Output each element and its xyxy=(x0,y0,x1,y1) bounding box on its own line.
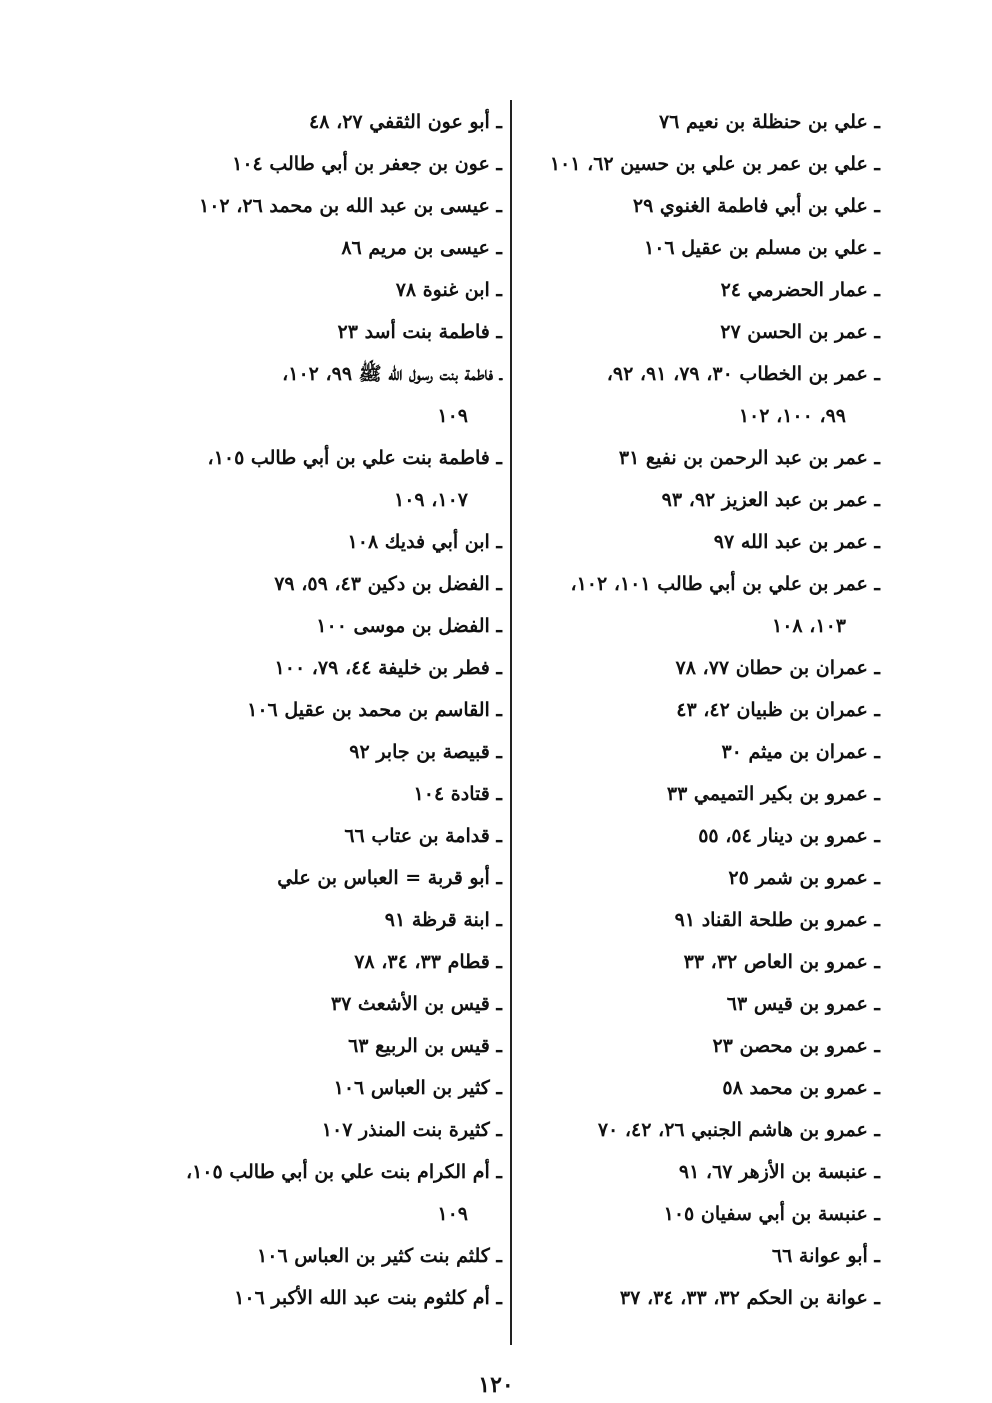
index-entry: ١٠٩ xyxy=(437,405,468,427)
index-entry: ـ قيس بن الربيع ٦٣ xyxy=(348,1035,502,1057)
index-entry: ـ قدامة بن عتاب ٦٦ xyxy=(344,825,502,847)
index-entry: ـ عمر بن عبد الله ٩٧ xyxy=(713,531,880,553)
page-number: ١٢٠ xyxy=(478,1372,514,1398)
index-entry: ـ ابن غنوة ٧٨ xyxy=(395,279,502,301)
index-entry: ١٠٧، ١٠٩ xyxy=(394,489,468,511)
index-entry: ـ كثير بن العباس ١٠٦ xyxy=(333,1077,502,1099)
index-entry: ـ عمار الحضرمي ٢٤ xyxy=(720,279,880,301)
index-entry: ـ عمرو بن محمد ٥٨ xyxy=(722,1077,880,1099)
index-entry: ٩٩، ١٠٠، ١٠٢ xyxy=(738,405,846,427)
index-entry: ـ عمر بن الخطاب ٣٠، ٧٩، ٩١، ٩٢، xyxy=(606,363,880,385)
index-entry: ـ عوانة بن الحكم ٣٢، ٣٣، ٣٤، ٣٧ xyxy=(619,1287,880,1309)
index-entry: ـ أبو عون الثقفي ٢٧، ٤٨ xyxy=(309,111,502,133)
index-entry: ـ عمران بن ظبيان ٤٢، ٤٣ xyxy=(676,699,880,721)
index-entry: ـ قيس بن الأشعث ٣٧ xyxy=(330,993,502,1015)
index-entry: ـ علي بن مسلم بن عقيل ١٠٦ xyxy=(644,237,880,259)
index-entry: ـ عمرو بن العاص ٣٢، ٣٣ xyxy=(683,951,880,973)
index-entry: ـ عمرو بن بكير التميمي ٣٣ xyxy=(666,783,880,805)
index-entry: ـ عمر بن عبد العزيز ٩٢، ٩٣ xyxy=(661,489,880,511)
index-entry: ـ علي بن أبي فاطمة الغنوي ٢٩ xyxy=(632,195,880,217)
index-entry: ـ كثيرة بنت المنذر ١٠٧ xyxy=(321,1119,502,1141)
index-entry: ـ علي بن حنظلة بن نعيم ٧٦ xyxy=(658,111,880,133)
index-entry: ـ عنبسة بن الأزهر ٦٧، ٩١ xyxy=(678,1161,880,1183)
index-entry: ـ أم الكرام بنت علي بن أبي طالب ١٠٥، xyxy=(185,1161,502,1183)
index-entry: ـ القاسم بن محمد بن عقيل ١٠٦ xyxy=(247,699,502,721)
index-entry: ـ عمرو بن طلحة القناد ٩١ xyxy=(674,909,880,931)
index-entry: ـ عون بن جعفر بن أبي طالب ١٠٤ xyxy=(232,153,502,175)
index-entry: ـ فاطمة بنت أسد ٢٣ xyxy=(337,321,502,343)
index-entry: ١٠٣، ١٠٨ xyxy=(772,615,846,637)
index-entry: ـ ابن أبي فديك ١٠٨ xyxy=(347,531,502,553)
index-entry: ـ الفضل بن دكين ٤٣، ٥٩، ٧٩ xyxy=(274,573,502,595)
index-entry: ـ الفضل بن موسى ١٠٠ xyxy=(316,615,502,637)
index-entry: ١٠٩ xyxy=(437,1203,468,1225)
index-entry: ـ عمرو بن دينار ٥٤، ٥٥ xyxy=(698,825,880,847)
index-entry: ـ عمرو بن قيس ٦٣ xyxy=(726,993,880,1015)
index-entry: ـ أبو عوانة ٦٦ xyxy=(771,1245,880,1267)
index-entry: ـ عمر بن الحسن ٢٧ xyxy=(720,321,880,343)
index-column-left xyxy=(132,108,502,1326)
index-entry: ـ عيسى بن عبد الله بن محمد ٢٦، ١٠٢ xyxy=(198,195,502,217)
index-entry: ـ كلثم بنت كثير بن العباس ١٠٦ xyxy=(257,1245,502,1267)
index-entry: ـ قبيصة بن جابر ٩٢ xyxy=(349,741,502,763)
index-entry: ـ قتادة ١٠٤ xyxy=(413,783,502,805)
index-entry: ـ عمر بن عبد الرحمن بن نفيع ٣١ xyxy=(618,447,880,469)
index-entry: ـ أم كلثوم بنت عبد الله الأكبر ١٠٦ xyxy=(234,1287,502,1309)
index-entry: ـ عمرو بن محصن ٢٣ xyxy=(712,1035,880,1057)
index-entry: ـ علي بن عمر بن علي بن حسين ٦٢، ١٠١ xyxy=(549,153,880,175)
column-divider xyxy=(510,100,512,1345)
index-entry: ـ عيسى بن مريم ٨٦ xyxy=(341,237,502,259)
index-entry: ـ عمران بن حطان ٧٧، ٧٨ xyxy=(675,657,880,679)
index-entry: ـ عنبسة بن أبي سفيان ١٠٥ xyxy=(663,1203,880,1225)
index-entry: ـ عمرو بن شمر ٢٥ xyxy=(728,867,880,889)
index-entry: ـ أبو قربة = العباس بن علي xyxy=(277,867,502,889)
index-entry: ـ ابنة قرظة ٩١ xyxy=(384,909,502,931)
index-entry: ـ فاطمة بنت رسول الله ﷺ ٩٩، ١٠٢، xyxy=(282,363,502,385)
index-entry: ـ عمران بن ميثم ٣٠ xyxy=(721,741,880,763)
index-entry: ـ فطر بن خليفة ٤٤، ٧٩، ١٠٠ xyxy=(274,657,502,679)
index-entry: ـ عمرو بن هاشم الجنبي ٢٦، ٤٢، ٧٠ xyxy=(597,1119,880,1141)
index-entry: ـ قطام ٣٣، ٣٤، ٧٨ xyxy=(354,951,502,973)
index-column-right xyxy=(510,108,880,1326)
index-entry: ـ عمر بن علي بن أبي طالب ١٠١، ١٠٢، xyxy=(570,573,880,595)
index-entry: ـ فاطمة بنت علي بن أبي طالب ١٠٥، xyxy=(207,447,502,469)
